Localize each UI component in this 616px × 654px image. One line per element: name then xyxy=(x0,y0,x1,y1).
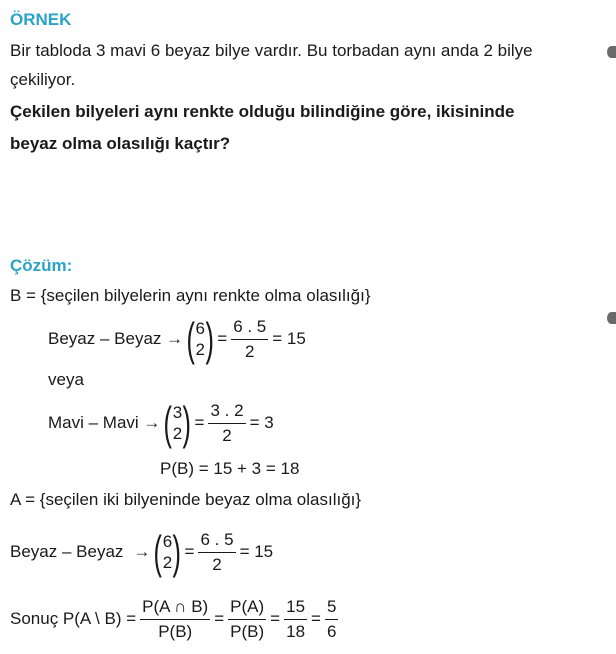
combination-result: = 3 xyxy=(249,413,274,432)
problem-line-2: çekiliyor. xyxy=(10,70,76,89)
fraction-numerator: 3 . 2 xyxy=(208,401,245,424)
final-result xyxy=(10,592,338,646)
example-heading: ÖRNEK xyxy=(10,10,72,29)
binomial-coefficient xyxy=(160,397,194,449)
white-white-combination xyxy=(48,314,306,364)
blue-blue-combination xyxy=(48,398,274,448)
right-paren: ) xyxy=(182,397,192,449)
fraction-numerator: P(A) xyxy=(228,597,266,620)
binomial-coefficient xyxy=(183,313,217,365)
or-word: veya xyxy=(48,370,84,389)
event-b-definition: B = {seçilen bilyelerin aynı renkte olma olasılığı} xyxy=(10,286,371,305)
left-paren: ( xyxy=(163,397,173,449)
white-white-combination-a xyxy=(10,527,273,577)
fraction xyxy=(208,401,245,445)
fraction-numerator: 15 xyxy=(284,597,307,620)
probability-b: P(B) = 15 + 3 = 18 xyxy=(160,459,300,478)
arrow: → xyxy=(133,542,151,561)
problem-line-1: Bir tabloda 3 mavi 6 beyaz bilye vardır. Bu torbadan aynı anda 2 bilye xyxy=(10,41,533,60)
binomial-n: 6 xyxy=(195,318,205,338)
fraction-numerator: 6 . 5 xyxy=(231,317,268,340)
fraction-denominator: 2 xyxy=(245,341,255,361)
page-edge-marker xyxy=(607,46,616,58)
fraction-numerator: 6 . 5 xyxy=(198,530,235,553)
binomial-k: 2 xyxy=(195,340,205,359)
fraction-denominator: 18 xyxy=(286,621,306,641)
right-paren: ) xyxy=(205,313,214,365)
result-label: Sonuç P(A \ B) = xyxy=(10,609,137,628)
equals-sign: = xyxy=(311,609,321,628)
probability-fraction xyxy=(228,597,266,641)
binomial-n: 6 xyxy=(162,531,173,551)
equals-sign: = xyxy=(184,542,195,561)
fraction-numerator: 5 xyxy=(325,597,338,620)
equals-sign: = xyxy=(214,609,225,628)
fraction-denominator: 2 xyxy=(212,554,222,574)
question-line-2: beyaz olma olasılığı kaçtır? xyxy=(10,134,231,153)
combination-label: Mavi – Mavi → xyxy=(48,413,161,432)
binomial-coefficient xyxy=(150,526,184,578)
numeric-fraction xyxy=(284,597,307,641)
left-paren: ( xyxy=(153,526,163,578)
page-edge-marker xyxy=(607,312,616,324)
binomial-k: 2 xyxy=(172,424,183,443)
combination-label: Beyaz – Beyaz xyxy=(10,542,124,561)
solution-heading: Çözüm: xyxy=(10,256,73,275)
equals-sign: = xyxy=(217,329,228,348)
right-paren: ) xyxy=(172,526,182,578)
fraction-denominator: 6 xyxy=(326,621,337,641)
simplified-fraction xyxy=(325,597,338,641)
fraction-denominator: P(B) xyxy=(230,621,265,641)
fraction xyxy=(198,530,235,574)
event-a-definition: A = {seçilen iki bilyeninde beyaz olma olasılığı} xyxy=(10,490,362,509)
combination-label: Beyaz – Beyaz → xyxy=(48,329,184,348)
combination-result: = 15 xyxy=(272,329,306,348)
equals-sign: = xyxy=(270,609,281,628)
combination-result: = 15 xyxy=(239,542,274,561)
fraction xyxy=(231,317,268,361)
fraction-denominator: P(B) xyxy=(158,621,193,641)
conditional-fraction xyxy=(140,597,210,641)
binomial-n: 3 xyxy=(172,402,183,422)
fraction-denominator: 2 xyxy=(222,425,232,445)
equals-sign: = xyxy=(194,413,205,432)
fraction-numerator: P(A ∩ B) xyxy=(140,597,210,620)
left-paren: ( xyxy=(186,313,196,365)
binomial-k: 2 xyxy=(162,553,173,572)
question-line-1: Çekilen bilyeleri aynı renkte olduğu bilindiğine göre, ikisininde xyxy=(10,102,515,121)
